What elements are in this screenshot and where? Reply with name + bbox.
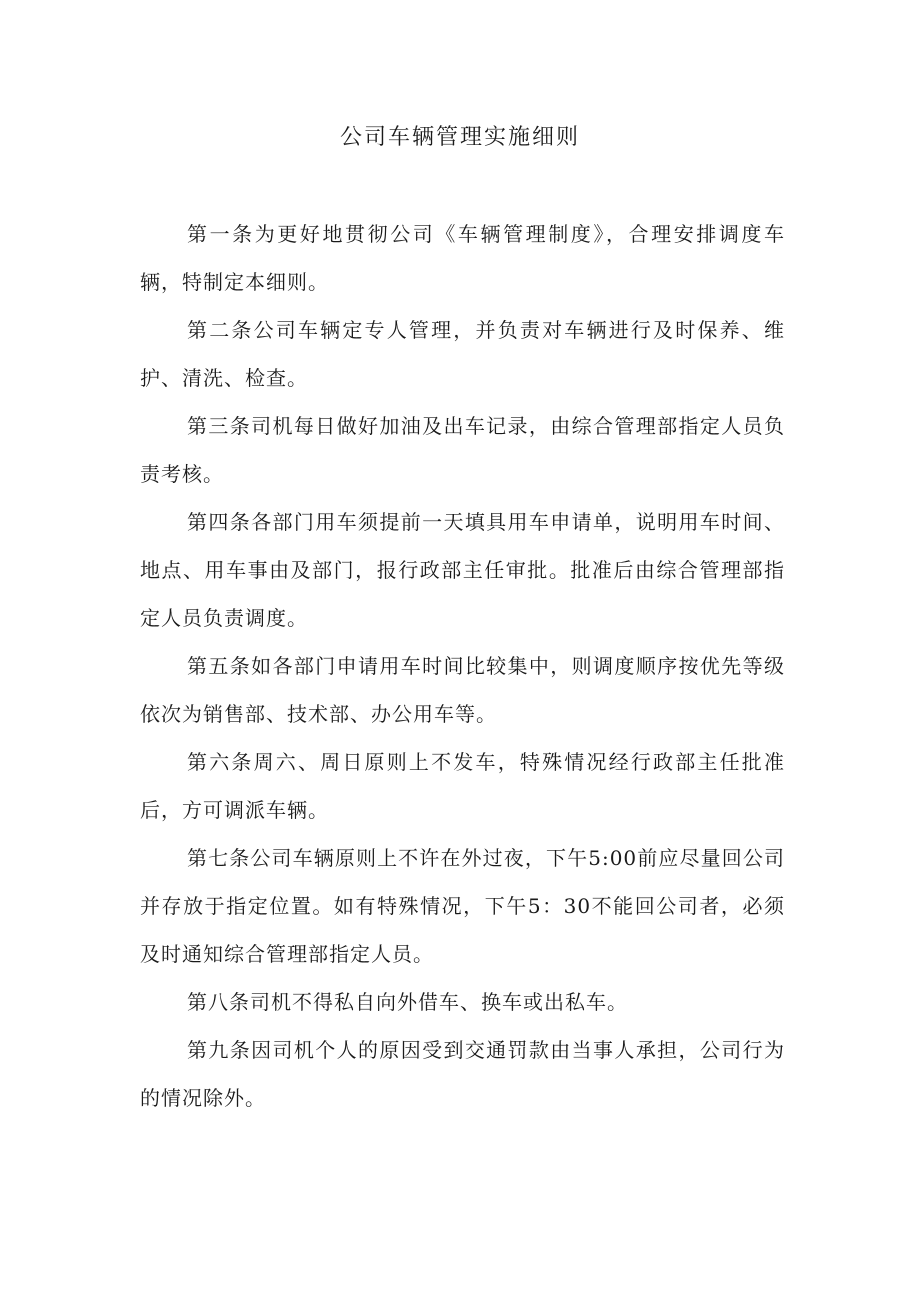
article-9: 第九条因司机个人的原因受到交通罚款由当事人承担，公司行为的情况除外。 [140, 1038, 785, 1110]
article-3: 第三条司机每日做好加油及出车记录，由综合管理部指定人员负责考核。 [140, 414, 785, 486]
article-5: 第五条如各部门申请用车时间比较集中，则调度顺序按优先等级依次为销售部、技术部、办公用车等。 [140, 654, 785, 726]
article-4: 第四条各部门用车须提前一天填具用车申请单，说明用车时间、地点、用车事由及部门，报行政部主任审批。批准后由综合管理部指定人员负责调度。 [140, 510, 785, 630]
article-2: 第二条公司车辆定专人管理，并负责对车辆进行及时保养、维护、清洗、检查。 [140, 318, 785, 390]
document-body [140, 210, 785, 1122]
article-1: 第一条为更好地贯彻公司《车辆管理制度》，合理安排调度车辆，特制定本细则。 [140, 222, 785, 294]
article-7: 第七条公司车辆原则上不许在外过夜，下午5:00前应尽量回公司并存放于指定位置。如有特殊情况，下午5：30不能回公司者，必须及时通知综合管理部指定人员。 [140, 846, 785, 966]
article-8: 第八条司机不得私自向外借车、换车或出私车。 [187, 990, 628, 1014]
document-title: 公司车辆管理实施细则 [339, 125, 580, 150]
article-6: 第六条周六、周日原则上不发车，特殊情况经行政部主任批准后，方可调派车辆。 [140, 750, 785, 822]
